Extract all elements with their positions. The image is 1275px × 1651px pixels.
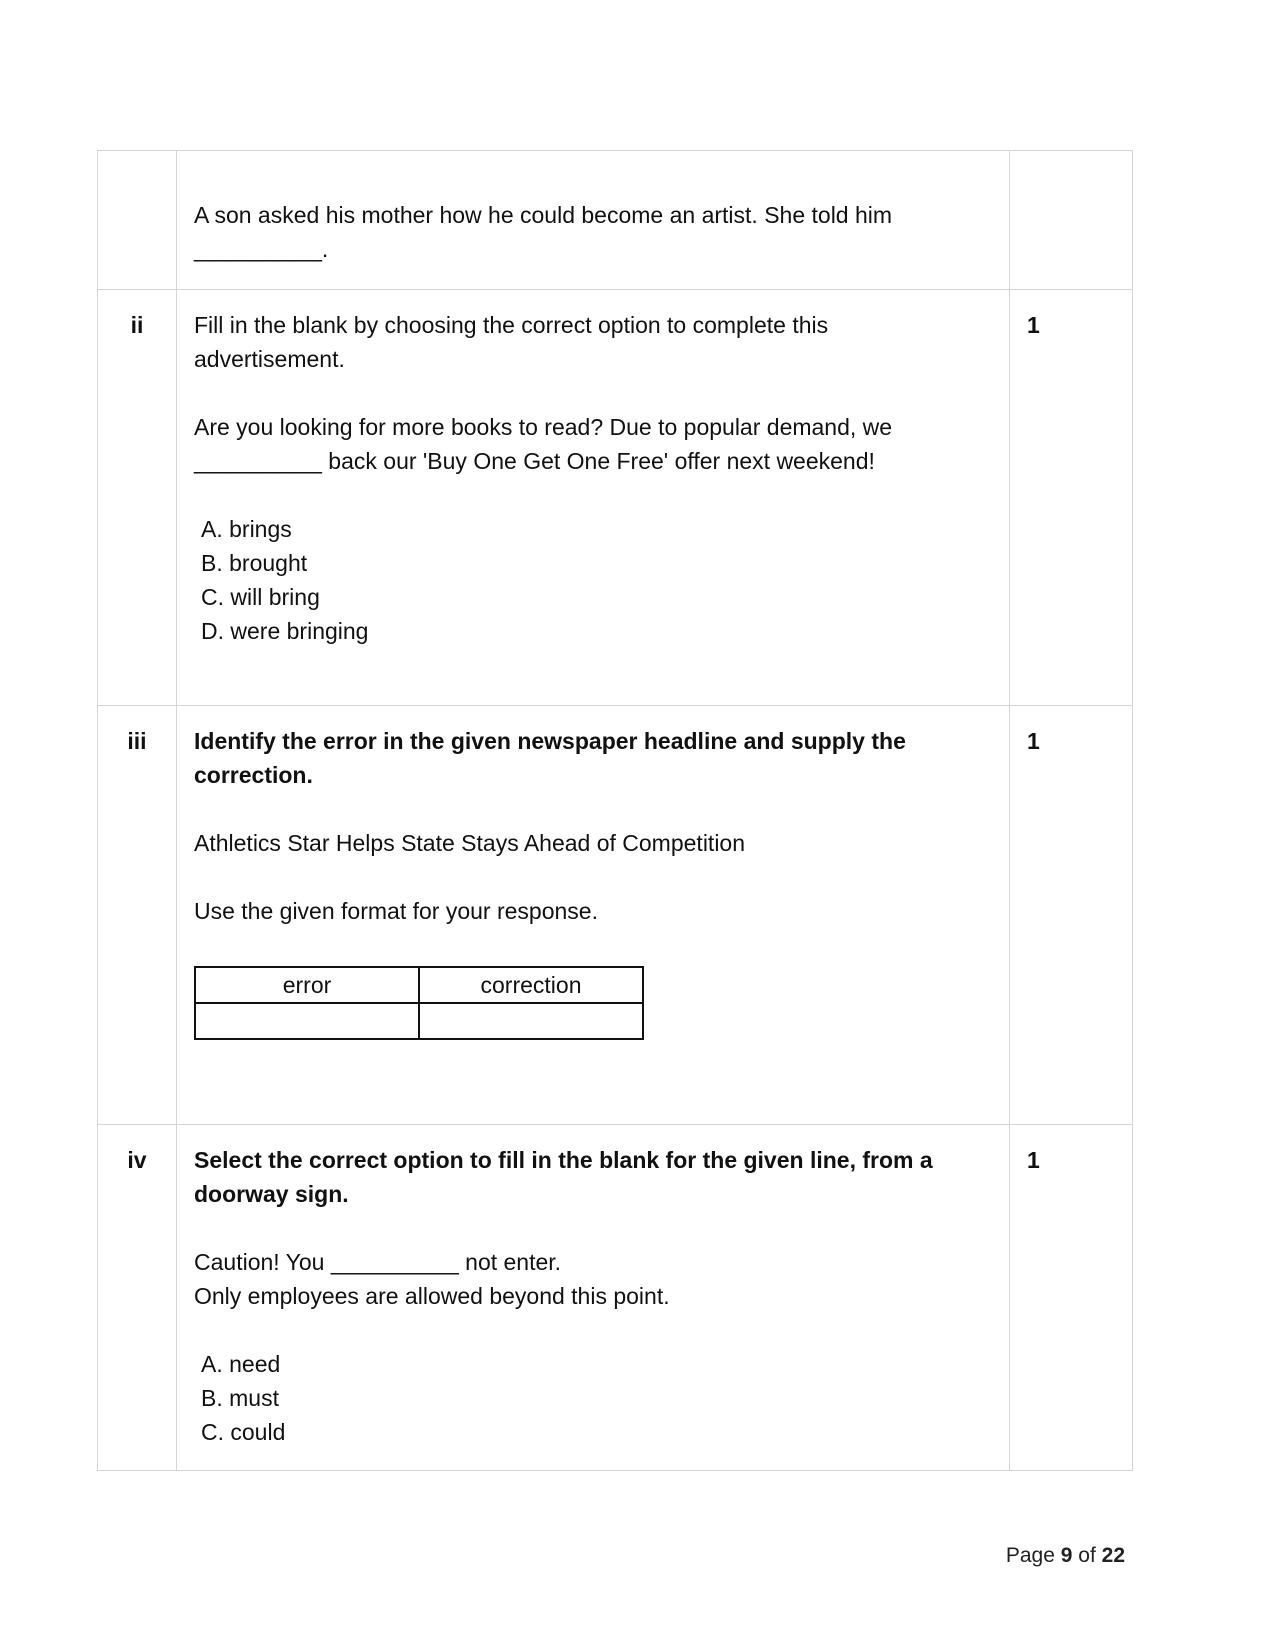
- question-row-iv: [98, 1125, 1133, 1471]
- question-marks: 1: [1010, 290, 1133, 706]
- question-row-continued: [98, 151, 1133, 290]
- question-instruction: Select the correct option to fill in the blank for the given line, from a doorway sign.: [194, 1147, 933, 1207]
- sign-line: Caution! You __________ not enter.: [194, 1249, 562, 1275]
- option-b: B. brought: [201, 550, 308, 576]
- option-b: B. must: [201, 1385, 279, 1411]
- format-note: Use the given format for your response.: [194, 898, 598, 924]
- question-number: ii: [98, 290, 177, 706]
- sign-line: Only employees are allowed beyond this point.: [194, 1283, 670, 1309]
- format-cell-correction: [419, 1003, 643, 1039]
- question-content: [177, 151, 1010, 290]
- option-d: D. were bringing: [201, 618, 369, 644]
- format-header-error: error: [195, 967, 419, 1003]
- question-instruction: Fill in the blank by choosing the correct option to complete this advertisement.: [194, 312, 829, 372]
- question-number: iv: [98, 1125, 177, 1471]
- response-format-table: [194, 966, 644, 1040]
- question-marks: 1: [1010, 1125, 1133, 1471]
- page-footer: [1006, 1542, 1125, 1570]
- question-table: [97, 150, 1133, 1471]
- advertisement-text: Are you looking for more books to read? Due to popular demand, we __________ back our 'Buy One Get One Free' offer next weekend!: [194, 414, 893, 474]
- option-c: C. will bring: [201, 584, 320, 610]
- newspaper-headline: Athletics Star Helps State Stays Ahead of Competition: [194, 830, 746, 856]
- page-separator: of: [1078, 1544, 1096, 1567]
- format-header-correction: correction: [419, 967, 643, 1003]
- question-content: [177, 290, 1010, 706]
- question-content: [177, 1125, 1010, 1471]
- question-number: [98, 151, 177, 290]
- question-passage: A son asked his mother how he could become an artist. She told him __________.: [194, 202, 893, 262]
- question-marks: [1010, 151, 1133, 290]
- question-row-ii: [98, 290, 1133, 706]
- question-row-iii: [98, 706, 1133, 1125]
- page-label: Page: [1005, 1544, 1055, 1567]
- answer-options: [194, 1347, 985, 1449]
- option-a: A. need: [201, 1351, 281, 1377]
- question-marks: 1: [1010, 706, 1133, 1125]
- question-content: [177, 706, 1010, 1125]
- current-page-number: 9: [1060, 1544, 1073, 1567]
- option-a: A. brings: [201, 516, 292, 542]
- question-number: iii: [98, 706, 177, 1125]
- answer-options: [194, 512, 985, 648]
- option-c: C. could: [201, 1419, 286, 1445]
- question-instruction: Identify the error in the given newspaper headline and supply the correction.: [194, 728, 906, 788]
- format-cell-error: [195, 1003, 419, 1039]
- total-page-count: 22: [1101, 1544, 1125, 1567]
